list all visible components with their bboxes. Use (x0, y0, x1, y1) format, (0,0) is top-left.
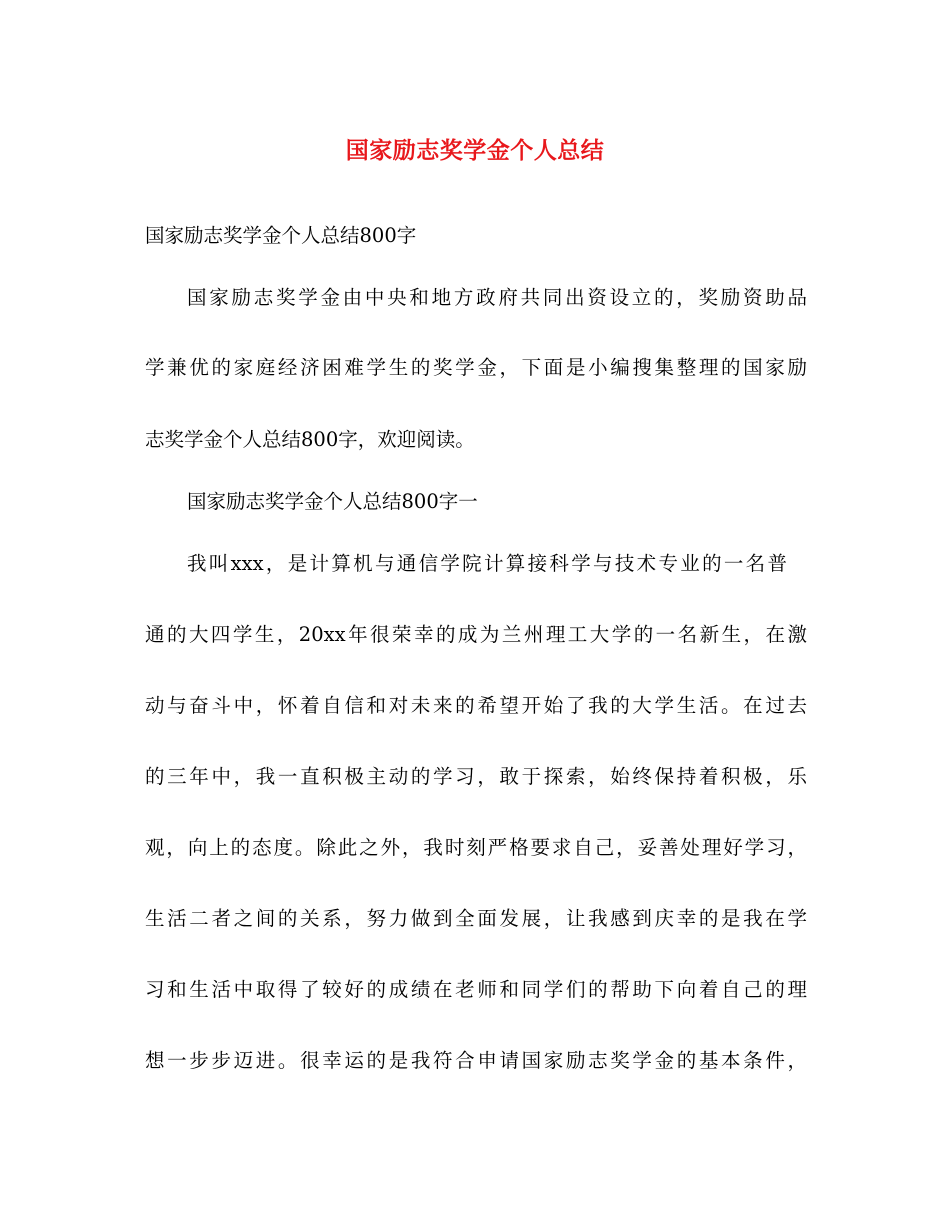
body-line-7: 习和生活中取得了较好的成绩在老师和同学们的帮助下向着自己的理 (145, 978, 807, 1001)
body-line-3: 动与奋斗中，怀着自信和对未来的希望开始了我的大学生活。在过去 (145, 694, 807, 717)
document-title: 国家励志奖学金个人总结 (345, 138, 605, 164)
intro-line-3: 志奖学金个人总结800字，欢迎阅读。 (145, 428, 475, 451)
body-line-8: 想一步步迈进。很幸运的是我符合申请国家励志奖学金的基本条件， (145, 1049, 807, 1072)
body-line-6: 生活二者之间的关系，努力做到全面发展，让我感到庆幸的是我在学 (145, 907, 807, 930)
intro-line-2: 学兼优的家庭经济困难学生的奖学金，下面是小编搜集整理的国家励 (145, 356, 807, 379)
body-line-2: 通的大四学生，20xx年很荣幸的成为兰州理工大学的一名新生，在激 (145, 623, 807, 646)
body-line-4: 的三年中，我一直积极主动的学习，敢于探索，始终保持着积极，乐 (145, 765, 807, 788)
body-line-1: 我叫xxx，是计算机与通信学院计算接科学与技术专业的一名普 (187, 552, 787, 575)
intro-line-1: 国家励志奖学金由中央和地方政府共同出资设立的，奖励资助品 (187, 286, 807, 309)
body-line-5: 观，向上的态度。除此之外，我时刻严格要求自己，妥善处理好学习， (145, 836, 807, 859)
section-heading: 国家励志奖学金个人总结800字一 (187, 490, 478, 513)
document-subtitle: 国家励志奖学金个人总结800字 (145, 224, 417, 247)
